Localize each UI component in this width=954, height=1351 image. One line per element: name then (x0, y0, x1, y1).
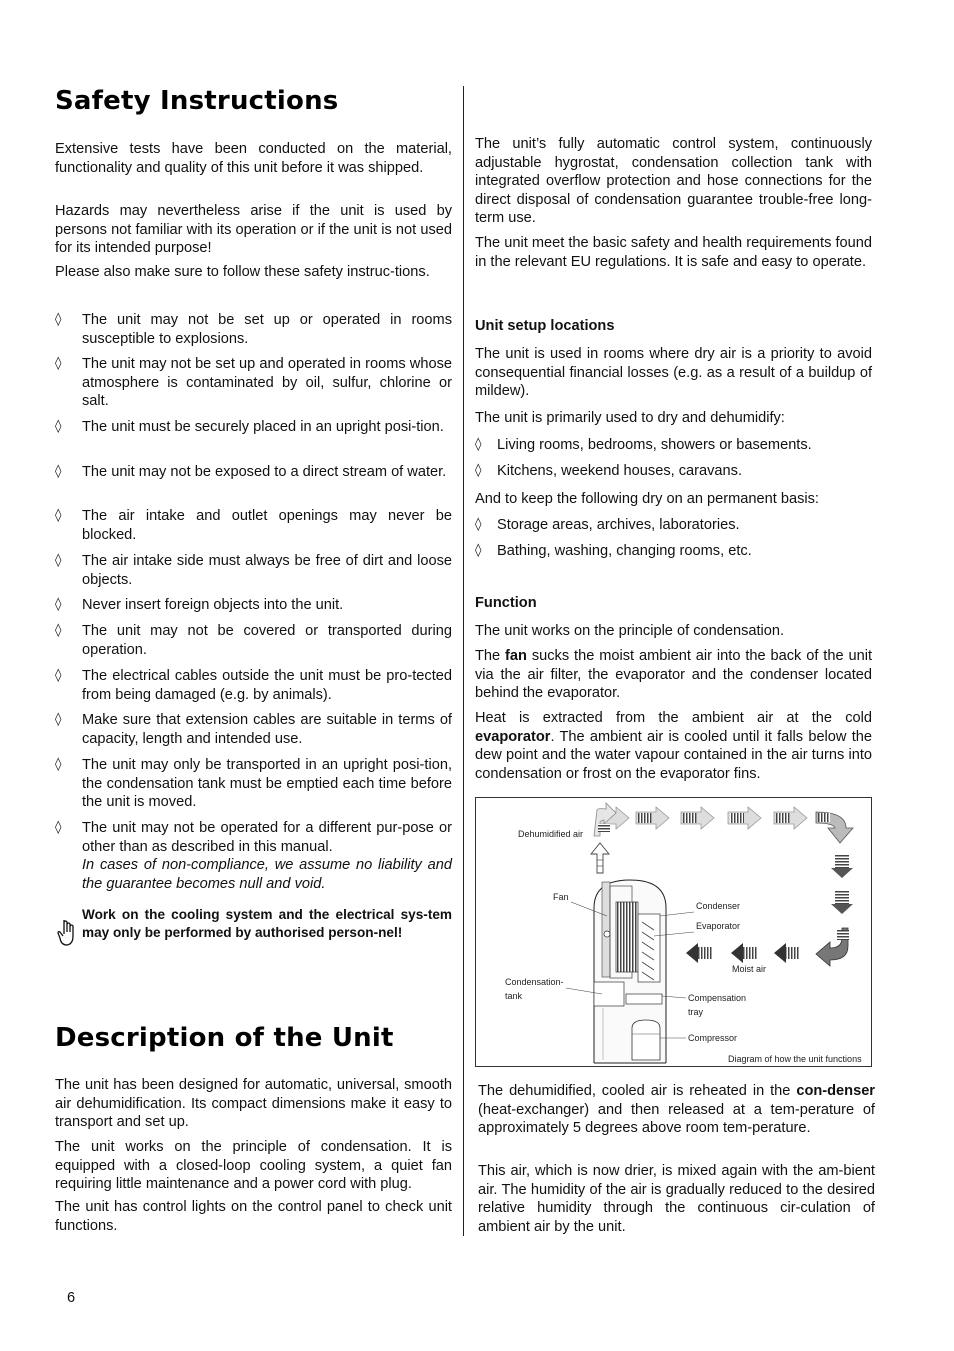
description-p3: The unit has control lights on the control panel to check unit functions. (55, 1199, 452, 1234)
diamond-bullet-icon: ◊ (475, 517, 482, 532)
safety-bullet: ◊ The unit may only be transported in an upright posi-tion, the condensation tank must be emptied each time before the unit is moved. (55, 757, 452, 811)
description-right-p2: The unit meet the basic safety and health requirements found in the relevant EU regulations. It is safe and easy to operate. (475, 235, 872, 270)
setup-heading: Unit setup locations (475, 318, 615, 334)
liability-note: In cases of non-compliance, we assume no liability and the guarantee becomes null and void. (82, 857, 452, 892)
function-heading: Function (475, 595, 537, 611)
diamond-bullet-icon: ◊ (55, 508, 62, 523)
safety-intro-3: Please also make sure to follow these safety instruc-tions. (55, 264, 430, 280)
diagram-caption: Diagram of how the unit functions (728, 1054, 862, 1064)
setup-list-item: ◊ Bathing, washing, changing rooms, etc. (475, 543, 752, 559)
function-p5: This air, which is now drier, is mixed again with the am-bient air. The humidity of the air is gradually reduced to the desired relative humidity through the continuous cir-culation of ambient air by the unit. (478, 1163, 875, 1235)
label-moist-air: Moist air (732, 964, 767, 974)
function-p3: Heat is extracted from the ambient air at the cold evaporator. The ambient air is cooled until it falls below the dew point and the water vapour contained in the air turns into condensation or frost on the evaporator fins. (475, 710, 872, 782)
hand-icon (56, 918, 78, 948)
safety-bullet (55, 819, 452, 894)
setup-list-item: ◊ Storage areas, archives, laboratories. (475, 517, 740, 533)
safety-warning: Work on the cooling system and the electrical sys-tem may only be performed by authorised person-nel! (82, 907, 452, 940)
safety-bullet: ◊ The unit may not be set up and operated in rooms whose atmosphere is contaminated by oil, sulfur, chlorine or salt. (55, 356, 452, 410)
safety-bullet: ◊ The unit may not be covered or transported during operation. (55, 623, 452, 658)
safety-intro-2: Hazards may nevertheless arise if the unit is used by persons not familiar with its operation or if the unit is not used for its intended purpose! (55, 203, 452, 257)
label-condenser: Condenser (696, 901, 741, 911)
diamond-bullet-icon: ◊ (55, 312, 62, 327)
label-evaporator: Evaporator (696, 921, 741, 931)
description-p2: The unit works on the principle of condensation. It is equipped with a closed-loop cooling system, a quiet fan requiring little maintenance and a power cord with plug. (55, 1139, 452, 1193)
description-title: Description of the Unit (55, 1023, 394, 1053)
label-fan: Fan (553, 892, 569, 902)
diamond-bullet-icon: ◊ (55, 623, 62, 638)
page-number: 6 (67, 1290, 76, 1306)
diamond-bullet-icon: ◊ (475, 437, 482, 452)
unit-function-diagram (475, 797, 872, 1067)
diamond-bullet-icon: ◊ (55, 668, 62, 683)
label-condensation-tank: Condensation- (505, 977, 564, 987)
bullet-text: The unit may not be operated for a different pur-pose or other than as described in this manual. (82, 820, 452, 855)
setup-list-item: ◊ Kitchens, weekend houses, caravans. (475, 463, 742, 479)
safety-bullet: ◊ The unit must be securely placed in an upright posi-tion. (55, 419, 444, 435)
safety-intro-1: Extensive tests have been conducted on the material, functionality and quality of this unit before it was shipped. (55, 141, 452, 176)
safety-bullet: ◊ The air intake and outlet openings may never be blocked. (55, 508, 452, 543)
label-condensation-tank-2: tank (505, 991, 523, 1001)
safety-bullet: ◊ The air intake side must always be free of dirt and loose objects. (55, 553, 452, 588)
setup-p1: The unit is used in rooms where dry air is a priority to avoid consequential financial losses (e.g. as a result of a buildup of mildew). (475, 346, 872, 400)
diamond-bullet-icon: ◊ (55, 464, 62, 479)
diamond-bullet-icon: ◊ (55, 712, 62, 727)
safety-bullet: ◊ The unit may not be set up or operated in rooms susceptible to explosions. (55, 312, 452, 347)
diamond-bullet-icon: ◊ (55, 419, 62, 434)
setup-list-item: ◊ Living rooms, bedrooms, showers or basements. (475, 437, 812, 453)
diamond-bullet-icon: ◊ (475, 543, 482, 558)
safety-title: Safety Instructions (55, 86, 339, 116)
diamond-bullet-icon: ◊ (55, 356, 62, 371)
diamond-bullet-icon: ◊ (55, 757, 62, 772)
description-p1: The unit has been designed for automatic, universal, smooth air dehumidification. Its compact dimensions make it easy to transport and set up. (55, 1077, 452, 1131)
column-divider (463, 86, 464, 1236)
safety-bullet: ◊ Make sure that extension cables are suitable in terms of capacity, length and intended use. (55, 712, 452, 747)
diamond-bullet-icon: ◊ (475, 463, 482, 478)
label-dehumidified-air: Dehumidified air (518, 829, 584, 839)
label-compensation-tray: Compensation (688, 993, 747, 1003)
label-compressor: Compressor (688, 1033, 738, 1043)
setup-p2: The unit is primarily used to dry and dehumidify: (475, 410, 785, 426)
function-p4: The dehumidified, cooled air is reheated in the con-denser (heat-exchanger) and then released at a tem-perature of approximately 5 degrees above room tem-perature. (478, 1083, 875, 1137)
diamond-bullet-icon: ◊ (55, 820, 62, 835)
function-p1: The unit works on the principle of condensation. (475, 623, 785, 639)
function-p2: The fan sucks the moist ambient air into the back of the unit via the air filter, the evaporator and the condenser located behind the evaporator. (475, 648, 873, 702)
diamond-bullet-icon: ◊ (55, 597, 62, 612)
safety-bullet: ◊ The unit may not be exposed to a direct stream of water. (55, 464, 447, 480)
description-right-p1: The unit’s fully automatic control system, continuously adjustable hygrostat, condensation collection tank with integrated overflow protection and hose connections for the direct disposal of condensation guarantee trouble-free long-term use. (475, 136, 872, 227)
safety-bullet: ◊ The electrical cables outside the unit must be pro-tected from being damaged (e.g. by animals). (55, 668, 452, 703)
label-compensation-tray-2: tray (688, 1007, 704, 1017)
safety-bullet: ◊ Never insert foreign objects into the unit. (55, 597, 344, 613)
diamond-bullet-icon: ◊ (55, 553, 62, 568)
setup-p3: And to keep the following dry on an permanent basis: (475, 491, 819, 507)
